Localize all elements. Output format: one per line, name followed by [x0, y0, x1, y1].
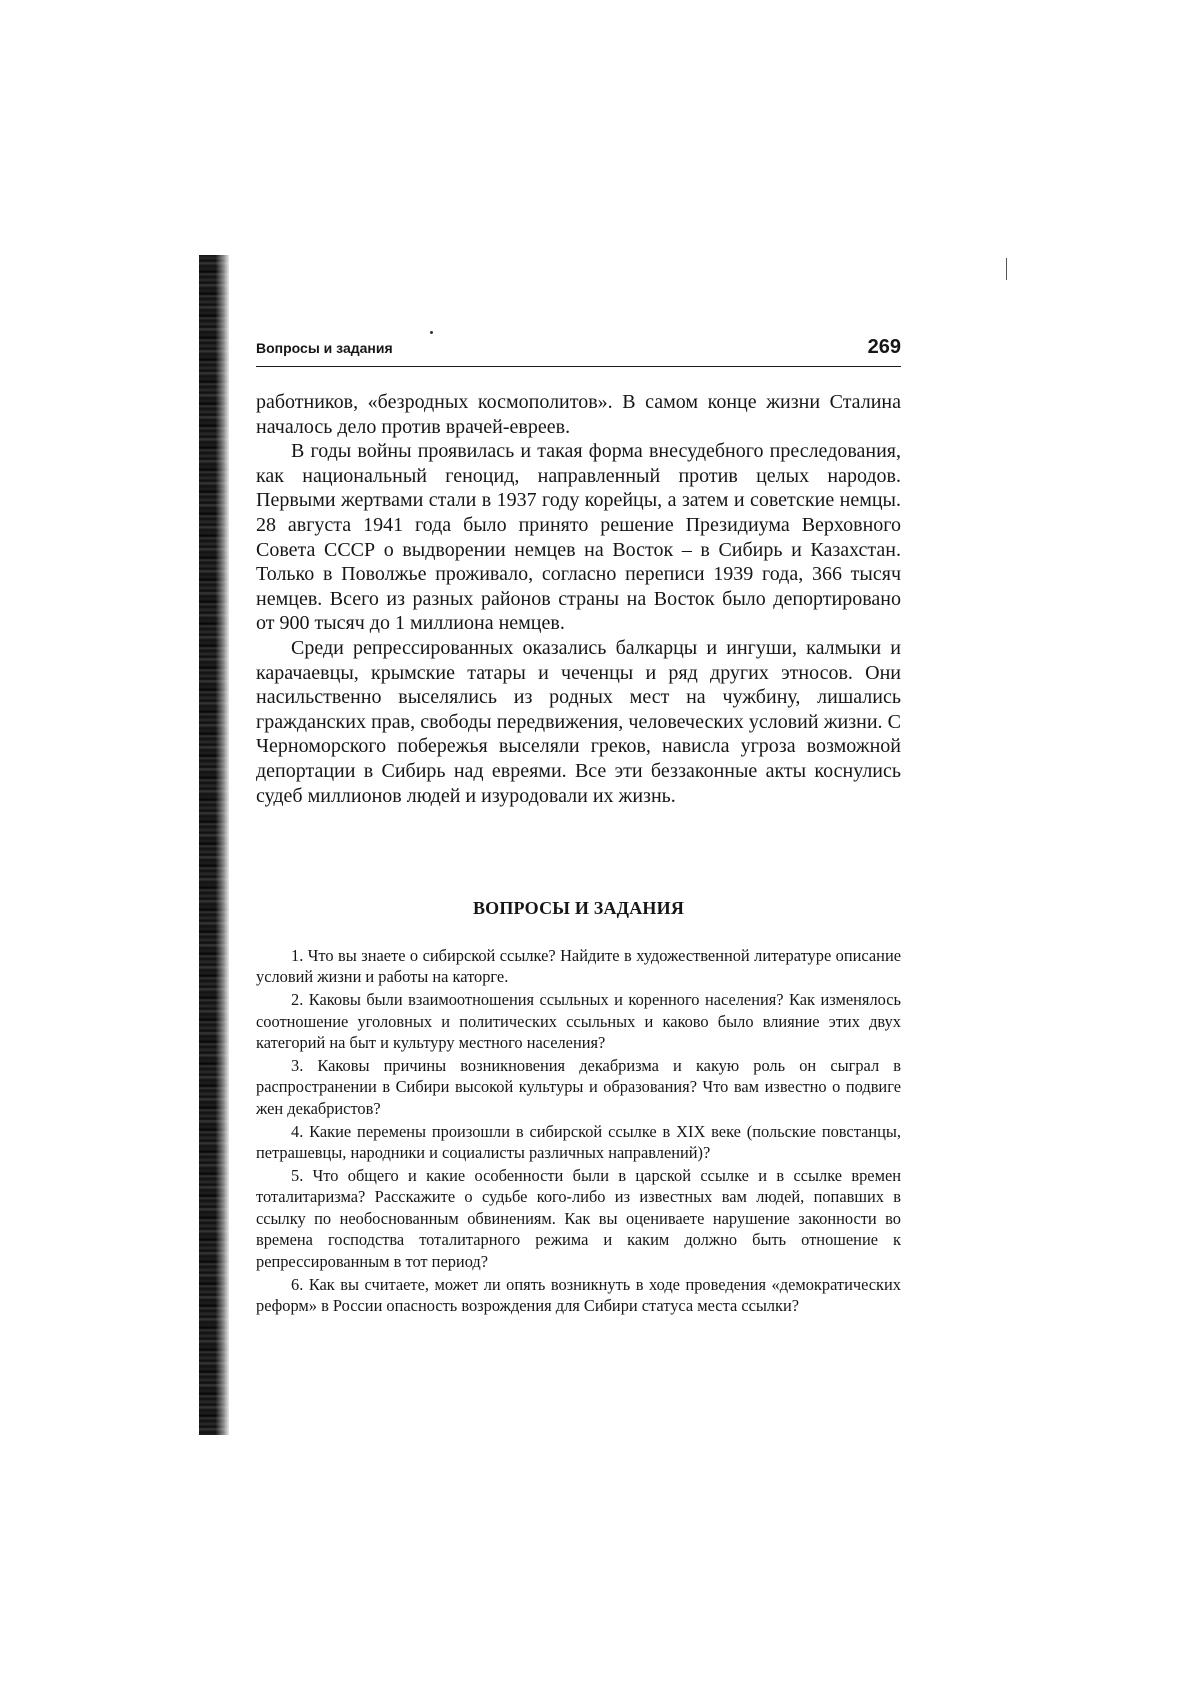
paragraph: В годы войны проявилась и такая форма внесудебного преследования, как национальный геноцид, направленный против целых народов. Первыми жертвами стали в 1937 году корейцы, а затем и советские немцы. 28 августа 1941 года было принято решение Президиума Верховного Совета СССР о выдворении немцев на Восток – в Сибирь и Казахстан. Только в Поволжье проживало, согласно переписи 1939 года, 366 тысяч немцев. Всего из разных районов страны на Восток было депортировано от 900 тысяч до 1 миллиона немцев.	[256, 440, 901, 635]
questions-list	[256, 945, 901, 1318]
paragraph-continued: работников, «безродных космополитов». В самом конце жизни Сталина началось дело против врачей-евреев.	[256, 391, 901, 438]
scan-binding-edge	[199, 255, 229, 1435]
question-item: 6. Как вы считаете, может ли опять возникнуть в ходе проведения «демократических реформ» в России опасность возрождения для Сибири статуса места ссылки?	[256, 1274, 901, 1315]
question-item: 2. Каковы были взаимоотношения ссыльных и коренного населения? Как изменялось соотношение уголовных и политических ссыльных и каково было влияние этих двух категорий на быт и культуру местного населения?	[256, 990, 901, 1053]
page-number: 269	[867, 336, 901, 358]
scan-artifact-mark	[1006, 258, 1007, 280]
running-title: Вопросы и задания	[256, 340, 393, 356]
question-item: 3. Каковы причины возникновения декабризма и какую роль он сыграл в распространении в Сибири высокой культуры и образования? Что вам известно о подвиге жен декабристов?	[256, 1056, 901, 1118]
paragraph: Среди репрессированных оказались балкарцы и ингуши, калмыки и карачаевцы, крымские татары и чеченцы и ряд других этносов. Они насильственно выселялись из родных мест на чужбину, лишались гражданских прав, свободы передвижения, человеческих условий жизни. С Черноморского побережья выселяли греков, нависла угроза возможной депортации в Сибирь над евреями. Все эти беззаконные акты коснулись судеб миллионов людей и изуродовали их жизнь.	[256, 636, 901, 807]
running-header	[256, 336, 901, 367]
scan-speck	[430, 331, 433, 334]
question-item: 1. Что вы знаете о сибирской ссылке? Найдите в художественной литературе описание условий жизни и работы на каторге.	[256, 946, 901, 987]
section-title: ВОПРОСЫ И ЗАДАНИЯ	[472, 898, 685, 918]
body-text	[256, 390, 901, 808]
question-item: 5. Что общего и какие особенности были в царской ссылке и в ссылке времен тоталитаризма? Расскажите о судьбе кого-либо из известных вам людей, попавших в ссылку по необоснованным обвинениям. Как вы оцениваете нарушение законности во времена господства тоталитарного режима и каким должно быть отношение к репрессированным в тот период?	[256, 1166, 901, 1271]
question-item: 4. Какие перемены произошли в сибирской ссылке в XIX веке (польские повстанцы, петрашевцы, народники и социалисты различных направлений)?	[256, 1121, 901, 1163]
